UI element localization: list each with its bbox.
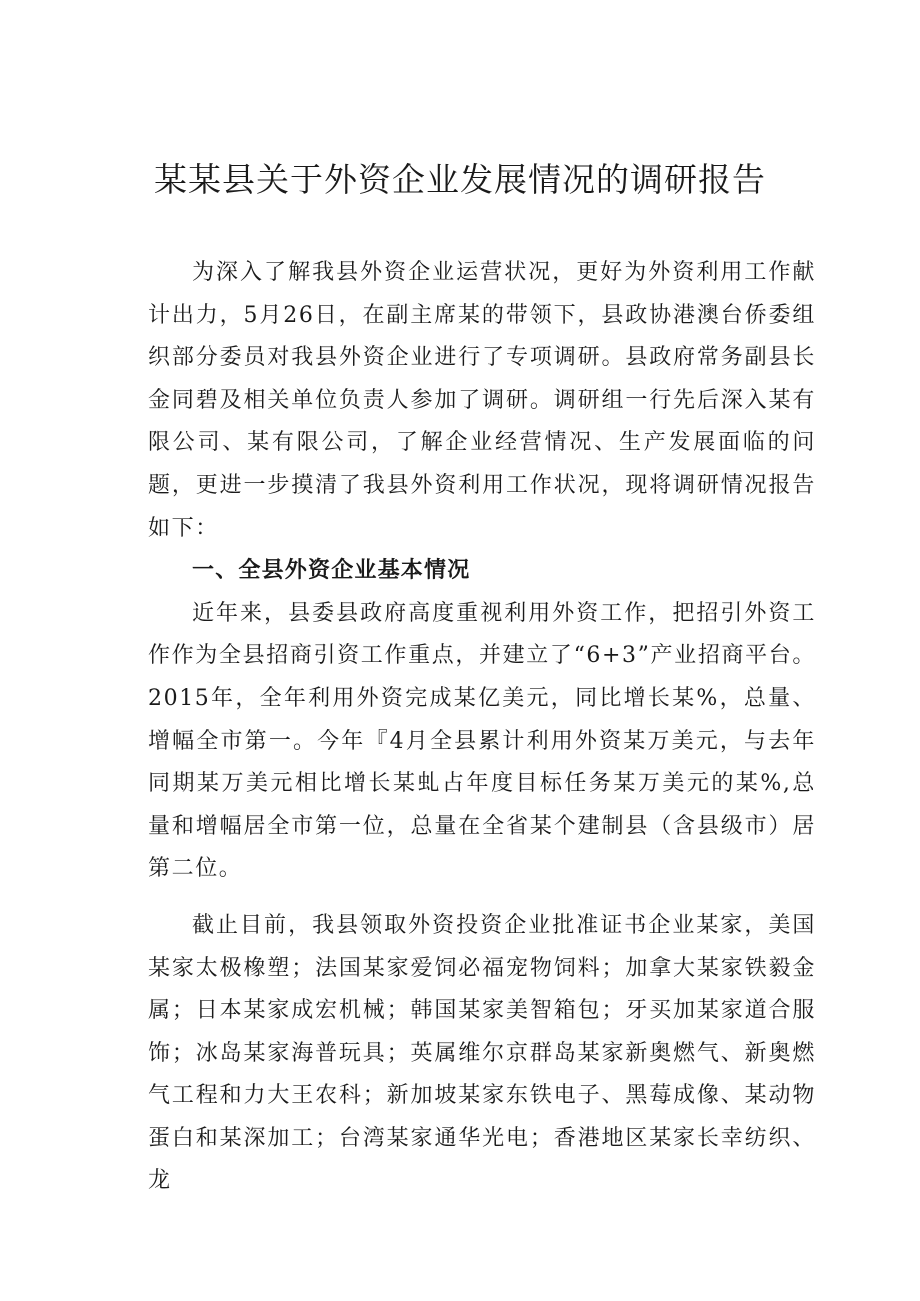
document-title: 某某县关于外资企业发展情况的调研报告 (154, 160, 766, 199)
section-heading-1: 一、全县外资企业基本情况 (192, 558, 471, 584)
paragraph-spacer (148, 891, 816, 905)
intro-paragraph: 为深入了解我县外资企业运营状况，更好为外资利用工作献计出力，5月26日，在副主席某的带领下，县政协港澳台侨委组织部分委员对我县外资企业进行了专项调研。县政府常务副县长金同碧及相关单位负责人参加了调研。调研组一行先后深入某有限公司、某有限公司，了解企业经营情况、生产发展面临的问题，更进一步摸清了我县外资利用工作状况，现将调研情况报告如下： (148, 260, 816, 541)
document-body (148, 252, 816, 1203)
section1-paragraph-1: 近年来，县委县政府高度重视利用外资工作，把招引外资工作作为全县招商引资工作重点，并建立了“6+3”产业招商平台。2015年，全年利用外资完成某亿美元，同比增长某%，总量、增幅全市第一。今年『4月全县累计利用外资某万美元，与去年同期某万美元相比增长某虬占年度目标任务某万美元的某%,总量和增幅居全市第一位，总量在全省某个建制县（含县级市）居第二位。 (148, 600, 816, 882)
section1-paragraph-2: 截止目前，我县领取外资投资企业批准证书企业某家，美国某家太极橡塑；法国某家爱饲必福宠物饲料；加拿大某家铁毅金属；日本某家成宏机械；韩国某家美智箱包；牙买加某家道合服饰；冰岛某家海普玩具；英属维尔京群岛某家新奥燃气、新奥燃气工程和力大王农科；新加坡某家东铁电子、黑莓成像、某动物蛋白和某深加工；台湾某家通华光电；香港地区某家长幸纺织、龙 (148, 912, 816, 1194)
